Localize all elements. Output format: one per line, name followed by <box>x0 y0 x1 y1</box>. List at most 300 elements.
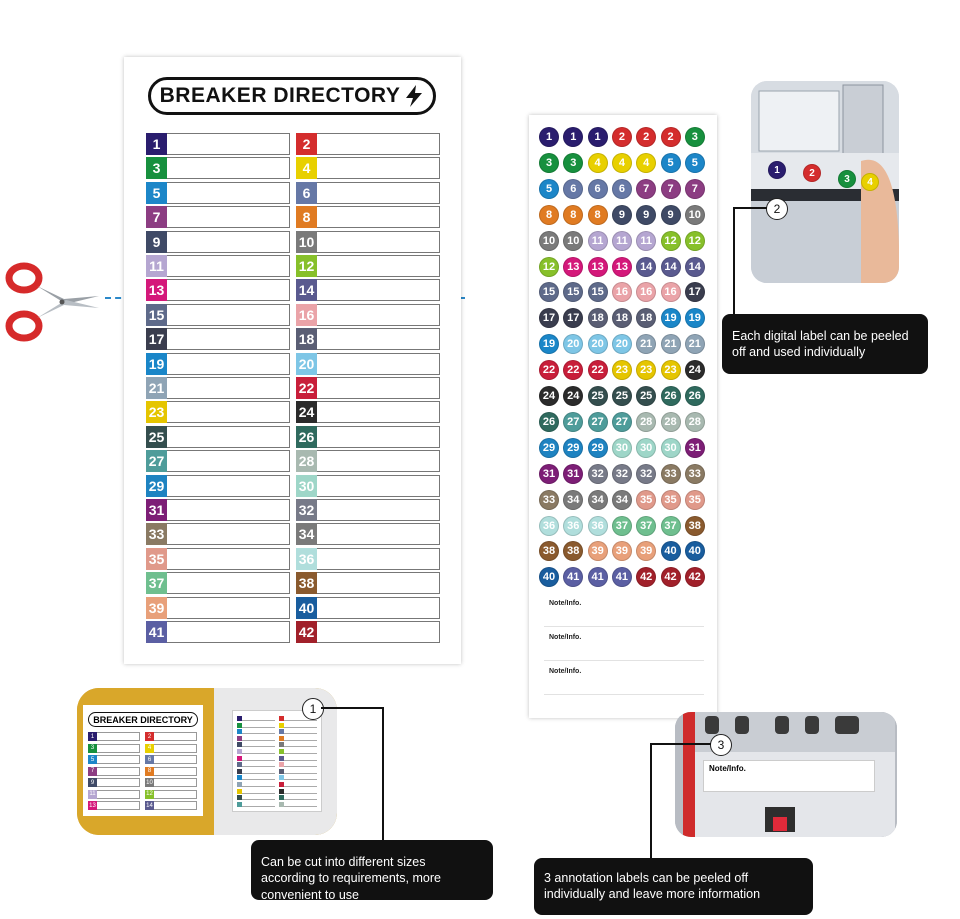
number-sticker: 35 <box>661 490 681 510</box>
write-in-field <box>167 621 290 643</box>
narrow-field <box>284 789 317 794</box>
narrow-field <box>242 782 275 787</box>
breaker-number: 5 <box>146 182 167 204</box>
breaker-slot <box>296 231 440 253</box>
number-sticker: 35 <box>636 490 656 510</box>
breaker-directory-card <box>124 57 461 664</box>
mini-number: 14 <box>146 802 153 809</box>
number-sticker: 34 <box>588 490 608 510</box>
write-in-field <box>317 231 440 253</box>
breaker-slot <box>296 523 440 545</box>
number-sticker: 39 <box>588 541 608 561</box>
number-sticker: 42 <box>685 567 705 587</box>
mini-field <box>97 755 140 764</box>
number-sticker: 13 <box>588 257 608 277</box>
leader-line <box>733 207 735 315</box>
breaker-slot <box>296 255 440 277</box>
mini-field <box>154 767 197 776</box>
narrow-slot <box>237 775 275 780</box>
leader-line <box>321 707 383 709</box>
number-sticker: 35 <box>685 490 705 510</box>
number-sticker: 28 <box>685 412 705 432</box>
mini-slot <box>145 755 197 764</box>
number-sticker: 30 <box>636 438 656 458</box>
number-sticker: 28 <box>636 412 656 432</box>
number-sticker: 39 <box>636 541 656 561</box>
number-sticker: 9 <box>636 205 656 225</box>
narrow-field <box>284 802 317 807</box>
number-sticker: 3 <box>685 127 705 147</box>
write-in-field <box>317 572 440 594</box>
write-in-field <box>317 499 440 521</box>
narrow-slot <box>279 782 317 787</box>
number-sticker: 32 <box>636 464 656 484</box>
mini-slot <box>88 744 140 753</box>
breaker-slot <box>296 621 440 643</box>
number-sticker: 25 <box>588 386 608 406</box>
narrow-field <box>284 729 317 734</box>
breaker-number: 23 <box>146 401 167 423</box>
mini-slot <box>145 778 197 787</box>
number-sticker: 26 <box>685 386 705 406</box>
narrow-field <box>242 769 275 774</box>
write-in-field <box>167 304 290 326</box>
breaker-slot <box>146 353 290 375</box>
write-in-field <box>167 499 290 521</box>
write-in-field <box>167 450 290 472</box>
breaker-number: 15 <box>146 304 167 326</box>
number-sticker: 26 <box>539 412 559 432</box>
write-in-field <box>317 182 440 204</box>
narrow-field <box>284 769 317 774</box>
callout-annotate: 3 annotation labels can be peeled off individually and leave more information <box>534 858 813 915</box>
number-sticker: 16 <box>612 282 632 302</box>
narrow-slot <box>279 729 317 734</box>
number-sticker: 28 <box>661 412 681 432</box>
write-in-field <box>317 353 440 375</box>
mini-slot <box>88 778 140 787</box>
write-in-field <box>167 572 290 594</box>
breaker-number: 16 <box>296 304 317 326</box>
mini-field <box>154 778 197 787</box>
mini-slot <box>88 790 140 799</box>
number-sticker: 39 <box>612 541 632 561</box>
number-sticker: 21 <box>636 334 656 354</box>
number-sticker: 23 <box>661 360 681 380</box>
number-sticker: 17 <box>685 282 705 302</box>
narrow-slot <box>279 749 317 754</box>
number-sticker: 18 <box>612 308 632 328</box>
narrow-slot <box>237 723 275 728</box>
mini-number: 4 <box>145 744 154 753</box>
write-in-field <box>167 133 290 155</box>
write-in-field <box>317 621 440 643</box>
number-sticker: 13 <box>612 257 632 277</box>
narrow-slot <box>279 795 317 800</box>
breaker-number: 42 <box>296 621 317 643</box>
mini-field <box>97 778 140 787</box>
leader-line <box>382 707 384 841</box>
breaker-slot <box>146 377 290 399</box>
breaker-number: 18 <box>296 328 317 350</box>
number-sticker: 15 <box>588 282 608 302</box>
number-sticker: 3 <box>563 153 583 173</box>
narrow-slot <box>279 789 317 794</box>
breaker-slot <box>146 499 290 521</box>
breaker-slot <box>146 572 290 594</box>
number-sticker: 17 <box>563 308 583 328</box>
note-label-text: Note/Info. <box>549 634 582 641</box>
note-label-1 <box>544 597 704 627</box>
mini-field <box>97 744 140 753</box>
narrow-field <box>242 802 275 807</box>
breaker-number: 14 <box>296 279 317 301</box>
callout-peel: Each digital label can be peeled off and used individually <box>722 314 928 374</box>
number-sticker: 38 <box>539 541 559 561</box>
breaker-slot <box>146 548 290 570</box>
number-sticker: 33 <box>539 490 559 510</box>
breaker-slot <box>146 426 290 448</box>
number-sticker: 37 <box>612 516 632 536</box>
narrow-slot <box>279 736 317 741</box>
number-sticker: 22 <box>539 360 559 380</box>
number-sticker: 4 <box>588 153 608 173</box>
breaker-number: 38 <box>296 572 317 594</box>
number-sticker: 25 <box>612 386 632 406</box>
write-in-field <box>167 255 290 277</box>
number-sticker: 23 <box>636 360 656 380</box>
write-in-field <box>317 133 440 155</box>
number-sticker: 12 <box>685 231 705 251</box>
leader-line <box>650 743 711 745</box>
leader-line <box>650 743 652 859</box>
breaker-slot <box>146 523 290 545</box>
number-sticker: 27 <box>588 412 608 432</box>
mini-field <box>154 744 197 753</box>
breaker-number: 26 <box>296 426 317 448</box>
breaker-slot <box>296 133 440 155</box>
number-sticker: 31 <box>685 438 705 458</box>
number-sticker: 31 <box>539 464 559 484</box>
narrow-slot <box>237 749 275 754</box>
number-sticker: 6 <box>588 179 608 199</box>
number-sticker: 18 <box>588 308 608 328</box>
sticker-3: 3 <box>838 170 856 188</box>
number-sticker: 25 <box>636 386 656 406</box>
write-in-field <box>167 426 290 448</box>
breaker-slot <box>296 353 440 375</box>
note-label-text: Note/Info. <box>549 668 582 675</box>
breaker-number: 2 <box>296 133 317 155</box>
mini-slot <box>88 767 140 776</box>
breaker-number: 3 <box>146 157 167 179</box>
write-in-field <box>317 475 440 497</box>
narrow-slot <box>237 782 275 787</box>
number-sticker: 3 <box>539 153 559 173</box>
mini-field <box>97 801 140 810</box>
narrow-slot <box>237 802 275 807</box>
breaker-slot <box>296 499 440 521</box>
breaker-slot <box>146 157 290 179</box>
breaker-number: 34 <box>296 523 317 545</box>
write-in-field <box>167 279 290 301</box>
write-in-field <box>317 426 440 448</box>
number-sticker: 1 <box>563 127 583 147</box>
number-sticker: 15 <box>539 282 559 302</box>
narrow-slot <box>237 795 275 800</box>
sticker-4: 4 <box>861 173 879 191</box>
narrow-field <box>242 756 275 761</box>
breaker-slot <box>296 328 440 350</box>
wall-installation-photo <box>77 688 337 835</box>
breaker-number: 29 <box>146 475 167 497</box>
directory-title <box>148 77 436 115</box>
callout-cut: Can be cut into different sizes according to requirements, more convenient to use <box>251 840 493 900</box>
breaker-number: 12 <box>296 255 317 277</box>
directory-title-text: BREAKER DIRECTORY <box>159 84 401 107</box>
number-sticker: 10 <box>685 205 705 225</box>
breaker-slot <box>146 182 290 204</box>
callout-badge-3: 3 <box>710 734 732 756</box>
narrow-slot <box>279 775 317 780</box>
write-in-field <box>317 279 440 301</box>
narrow-slot <box>279 802 317 807</box>
number-sticker: 21 <box>685 334 705 354</box>
narrow-directory <box>232 710 322 812</box>
breaker-number: 9 <box>146 231 167 253</box>
write-in-field <box>167 377 290 399</box>
breaker-slot <box>296 548 440 570</box>
narrow-field <box>242 762 275 767</box>
breaker-slot <box>146 279 290 301</box>
breaker-number: 19 <box>146 353 167 375</box>
number-sticker: 19 <box>685 308 705 328</box>
write-in-field <box>167 597 290 619</box>
write-in-field <box>167 523 290 545</box>
breaker-number: 41 <box>146 621 167 643</box>
breaker-slot <box>146 328 290 350</box>
narrow-slot <box>237 729 275 734</box>
sticker-sheet <box>529 115 717 718</box>
number-sticker: 16 <box>636 282 656 302</box>
callout-badge-2: 2 <box>766 198 788 220</box>
breaker-slot <box>146 401 290 423</box>
note-label-text: Note/Info. <box>549 600 582 607</box>
mini-number: 6 <box>145 755 154 764</box>
mini-field <box>97 790 140 799</box>
mini-slot <box>145 744 197 753</box>
breaker-slot <box>296 304 440 326</box>
narrow-slot <box>237 789 275 794</box>
mini-field <box>154 790 197 799</box>
scissors-icon <box>4 256 104 348</box>
number-sticker: 17 <box>539 308 559 328</box>
breaker-number: 20 <box>296 353 317 375</box>
number-sticker: 31 <box>563 464 583 484</box>
sticker-2: 2 <box>803 164 821 182</box>
number-sticker: 8 <box>563 205 583 225</box>
narrow-field <box>242 749 275 754</box>
breaker-slot <box>296 426 440 448</box>
narrow-field <box>284 756 317 761</box>
number-sticker: 12 <box>661 231 681 251</box>
mini-number: 10 <box>146 779 153 786</box>
mini-number: 5 <box>88 755 97 764</box>
mini-number: 1 <box>88 732 97 741</box>
breaker-number: 31 <box>146 499 167 521</box>
number-sticker: 24 <box>563 386 583 406</box>
breaker-number: 32 <box>296 499 317 521</box>
breaker-number: 1 <box>146 133 167 155</box>
mini-field <box>97 732 140 741</box>
number-sticker: 7 <box>685 179 705 199</box>
narrow-slot <box>279 769 317 774</box>
breaker-slot <box>146 206 290 228</box>
write-in-field <box>167 475 290 497</box>
number-sticker: 42 <box>636 567 656 587</box>
narrow-field <box>284 775 317 780</box>
narrow-field <box>242 736 275 741</box>
narrow-field <box>284 736 317 741</box>
narrow-field <box>242 742 275 747</box>
breaker-number: 4 <box>296 157 317 179</box>
write-in-field <box>317 157 440 179</box>
number-sticker: 9 <box>661 205 681 225</box>
narrow-field <box>284 782 317 787</box>
number-sticker: 24 <box>685 360 705 380</box>
note-label-3 <box>544 665 704 695</box>
breaker-slot <box>296 206 440 228</box>
number-sticker: 19 <box>661 308 681 328</box>
breaker-number: 7 <box>146 206 167 228</box>
breaker-slot <box>146 475 290 497</box>
number-sticker: 23 <box>612 360 632 380</box>
number-sticker: 40 <box>539 567 559 587</box>
write-in-field <box>317 206 440 228</box>
write-in-field <box>317 523 440 545</box>
number-sticker: 11 <box>588 231 608 251</box>
number-sticker: 6 <box>612 179 632 199</box>
number-sticker: 37 <box>661 516 681 536</box>
breaker-slot <box>146 231 290 253</box>
breaker-number: 13 <box>146 279 167 301</box>
narrow-slot <box>237 762 275 767</box>
number-sticker: 30 <box>612 438 632 458</box>
number-sticker: 21 <box>661 334 681 354</box>
write-in-field <box>317 377 440 399</box>
number-sticker: 32 <box>612 464 632 484</box>
number-sticker: 8 <box>588 205 608 225</box>
narrow-field <box>284 795 317 800</box>
mini-slot <box>145 801 197 810</box>
narrow-field <box>284 762 317 767</box>
breaker-label-photo <box>675 712 897 837</box>
number-sticker: 42 <box>661 567 681 587</box>
breaker-number: 25 <box>146 426 167 448</box>
mini-slot <box>88 801 140 810</box>
narrow-slot <box>279 723 317 728</box>
breaker-number: 30 <box>296 475 317 497</box>
mini-number: 2 <box>145 732 154 741</box>
annotation-label-text: Note/Info. <box>709 764 746 773</box>
number-sticker: 8 <box>539 205 559 225</box>
number-sticker: 11 <box>612 231 632 251</box>
breaker-slot <box>146 621 290 643</box>
number-sticker: 34 <box>563 490 583 510</box>
mini-directory-title: BREAKER DIRECTORY <box>88 712 198 727</box>
breaker-slot <box>296 401 440 423</box>
annotation-label <box>703 760 875 792</box>
number-sticker: 29 <box>539 438 559 458</box>
write-in-field <box>167 182 290 204</box>
breaker-slot <box>146 450 290 472</box>
mini-field <box>97 767 140 776</box>
number-sticker: 30 <box>661 438 681 458</box>
number-sticker: 19 <box>539 334 559 354</box>
breaker-slot <box>296 475 440 497</box>
narrow-slot <box>237 716 275 721</box>
breaker-slot <box>296 572 440 594</box>
mini-number: 8 <box>145 767 154 776</box>
breaker-number: 28 <box>296 450 317 472</box>
number-sticker: 10 <box>539 231 559 251</box>
number-sticker: 24 <box>539 386 559 406</box>
breaker-slot <box>146 304 290 326</box>
mini-number: 11 <box>89 791 96 797</box>
breaker-slot <box>146 133 290 155</box>
mini-number: 7 <box>88 767 97 776</box>
sticker-1: 1 <box>768 161 786 179</box>
number-sticker: 4 <box>636 153 656 173</box>
number-sticker: 15 <box>563 282 583 302</box>
number-sticker: 33 <box>685 464 705 484</box>
number-sticker: 2 <box>661 127 681 147</box>
breaker-slot <box>296 597 440 619</box>
mini-slot <box>145 790 197 799</box>
write-in-field <box>167 548 290 570</box>
breaker-number: 40 <box>296 597 317 619</box>
narrow-field <box>242 716 275 721</box>
breaker-number: 10 <box>296 231 317 253</box>
number-sticker: 2 <box>636 127 656 147</box>
number-sticker: 14 <box>685 257 705 277</box>
narrow-field <box>284 742 317 747</box>
write-in-field <box>167 328 290 350</box>
breaker-number: 8 <box>296 206 317 228</box>
write-in-field <box>317 401 440 423</box>
number-sticker: 34 <box>612 490 632 510</box>
number-sticker: 5 <box>685 153 705 173</box>
mini-field <box>154 801 197 810</box>
number-sticker: 16 <box>661 282 681 302</box>
number-sticker: 36 <box>563 516 583 536</box>
number-sticker: 12 <box>539 257 559 277</box>
narrow-slot <box>237 742 275 747</box>
number-sticker: 20 <box>588 334 608 354</box>
breaker-slot <box>296 182 440 204</box>
breaker-number: 37 <box>146 572 167 594</box>
number-sticker: 27 <box>612 412 632 432</box>
number-sticker: 40 <box>661 541 681 561</box>
breaker-number: 33 <box>146 523 167 545</box>
number-sticker: 5 <box>661 153 681 173</box>
mini-directory <box>83 705 203 816</box>
narrow-field <box>242 723 275 728</box>
narrow-slot <box>279 756 317 761</box>
number-sticker: 36 <box>539 516 559 536</box>
number-sticker: 20 <box>612 334 632 354</box>
number-sticker: 18 <box>636 308 656 328</box>
